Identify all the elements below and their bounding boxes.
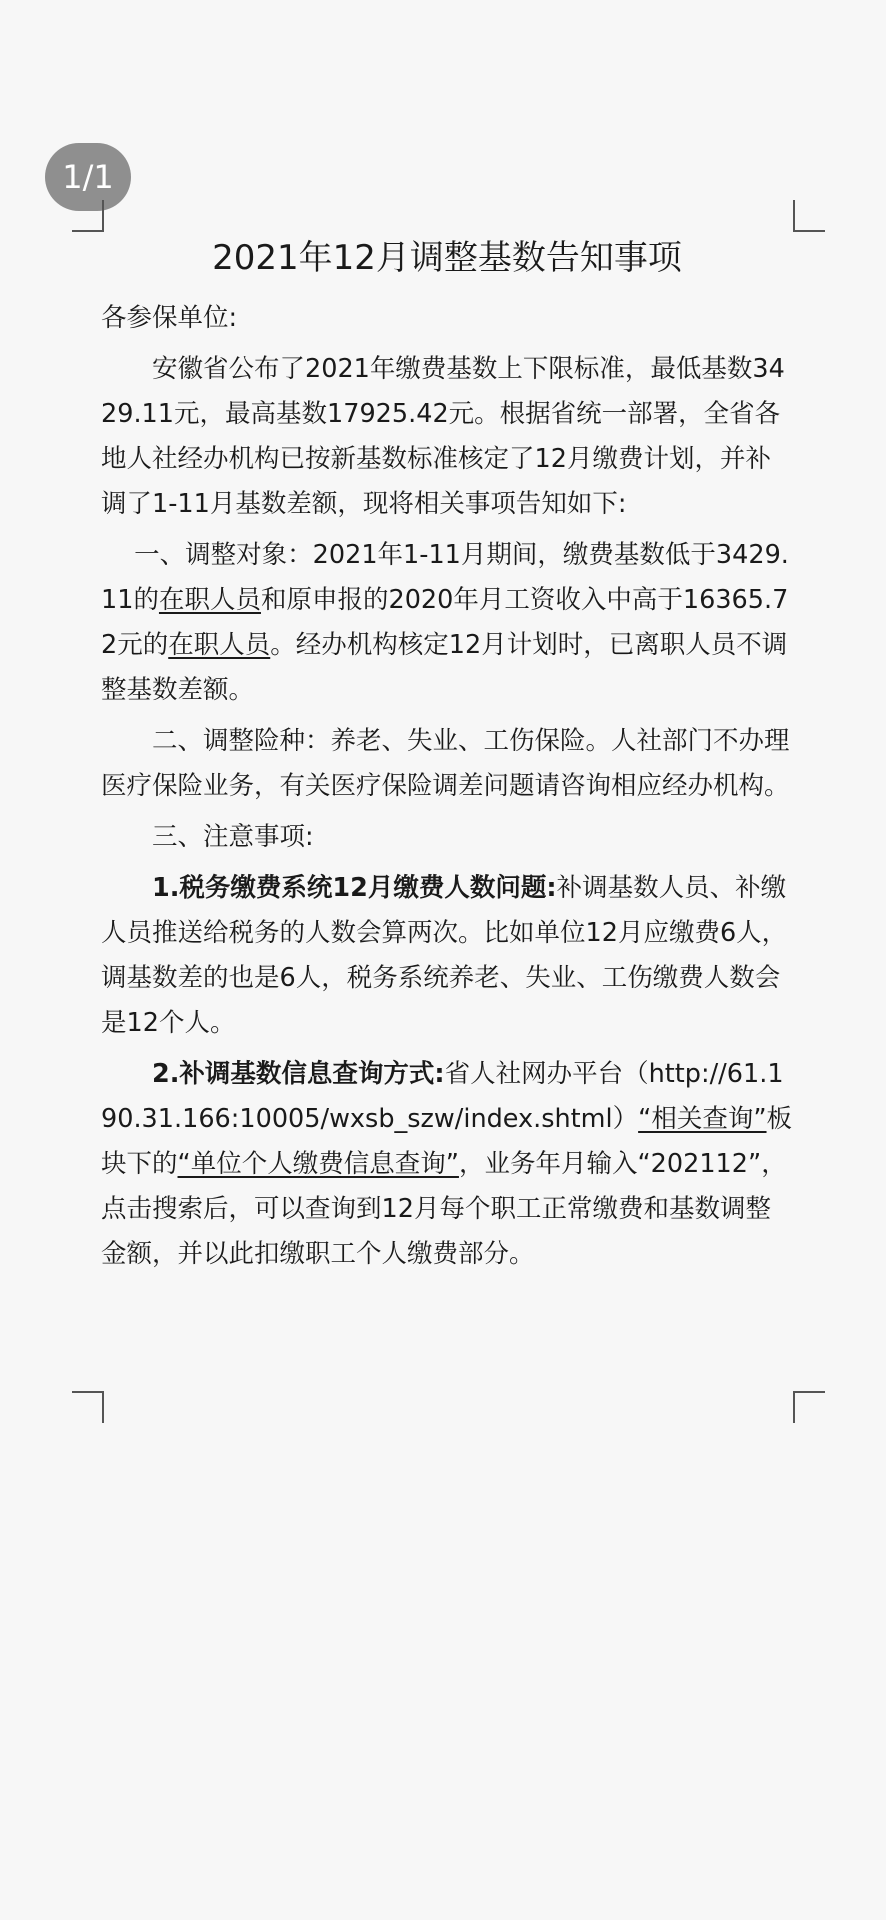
- section-1-text-b: 和原申报的2020年月工资收入中高于16365.72元的: [101, 585, 789, 660]
- section-1-text-a: 一、调整对象：2021年1-11月期间，缴费基数低于3429.11的: [101, 540, 789, 615]
- item-1-paragraph: [101, 866, 793, 1046]
- page-indicator: 1/1: [45, 143, 131, 211]
- item-2-text-c: ，业务年月输入“202112”，点击搜索后，可以查询到12月每个职工正常缴费和基数调整金额，并以此扣缴职工个人缴费部分。: [101, 1149, 787, 1269]
- page-corner-bottom-right: [793, 1391, 825, 1423]
- section-1-text-c: 。经办机构核定12月计划时，已离职人员不调整基数差额。: [101, 630, 788, 705]
- item-1-body: 补调基数人员、补缴人员推送给税务的人数会算两次。比如单位12月应缴费6人，调基数差的也是6人，税务系统养老、失业、工伤缴费人数会是12个人。: [101, 873, 788, 1038]
- page-corner-bottom-left: [72, 1391, 104, 1423]
- item-2-text-b: 板块下的: [101, 1104, 793, 1179]
- item-1-heading: 1.税务缴费系统12月缴费人数问题:: [152, 873, 557, 903]
- related-query-link[interactable]: “相关查询”: [638, 1104, 767, 1134]
- salutation: 各参保单位:: [101, 303, 238, 333]
- page-corner-top-left: [72, 200, 104, 232]
- employee-link-1[interactable]: 在职人员: [158, 585, 261, 615]
- section-2-paragraph: 二、调整险种：养老、失业、工伤保险。人社部门不办理医疗保险业务，有关医疗保险调差问题请咨询相应经办机构。: [101, 726, 790, 801]
- item-2-text-a: 省人社网办平台（http://61.190.31.166:10005/wxsb_szw/index.shtml）: [101, 1059, 784, 1134]
- section-3-heading: 三、注意事项:: [152, 822, 314, 852]
- document-body: [101, 230, 793, 1283]
- page-corner-top-right: [793, 200, 825, 232]
- employee-link-2[interactable]: 在职人员: [168, 630, 271, 660]
- document-title: 2021年12月调整基数告知事项: [212, 238, 682, 278]
- item-2-paragraph: [101, 1052, 793, 1277]
- intro-paragraph: 安徽省公布了2021年缴费基数上下限标准，最低基数3429.11元，最高基数17925.42元。根据省统一部署，全省各地人社经办机构已按新基数标准核定了12月缴费计划，并补调了1-11月基数差额，现将相关事项告知如下:: [101, 354, 785, 519]
- item-2-heading: 2.补调基数信息查询方式:: [152, 1059, 445, 1089]
- payment-info-query-link[interactable]: “单位个人缴费信息查询”: [177, 1149, 459, 1179]
- section-1-paragraph: [101, 533, 793, 713]
